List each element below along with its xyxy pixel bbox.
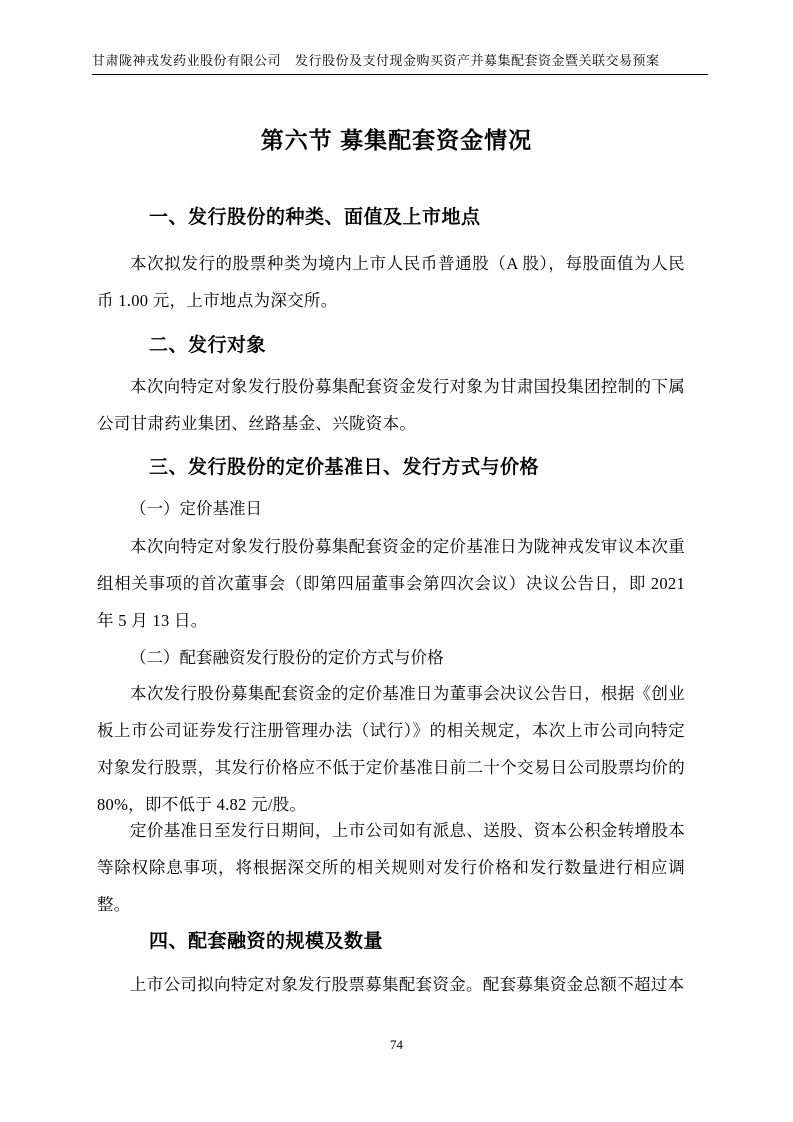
section-4-paragraph: 上市公司拟向特定对象发行股票募集配套资金。配套募集资金总额不超过本: [130, 975, 685, 994]
chapter-title: 第六节 募集配套资金情况: [260, 127, 533, 153]
header-company-name: 甘肃陇神戎发药业股份有限公司: [92, 53, 282, 68]
header-doc-title: 发行股份及支付现金购买资产并募集配套资金暨关联交易预案: [295, 53, 660, 68]
section-3-paragraph-3: 定价基准日至发行日期间，上市公司如有派息、送股、资本公积金转增股本等除权除息事项，将根据深交所的相关规则对发行价格和发行数量进行相应调整。: [97, 821, 685, 914]
section-3-heading: 三、发行股份的定价基准日、发行方式与价格: [149, 457, 540, 478]
section-3-subheading-2: （二）配套融资发行股份的定价方式与价格: [130, 648, 444, 667]
section-3-paragraph-1: 本次向特定对象发行股份募集配套资金的定价基准日为陇神戎发审议本次重组相关事项的首次董事会（即第四届董事会第四次会议）决议公告日，即 2021 年 5 月 13 日。: [97, 537, 685, 630]
section-3-paragraph-2: 本次发行股份募集配套资金的定价基准日为董事会决议公告日，根据《创业板上市公司证券发行注册管理办法（试行）》的相关规定，本次上市公司向特定对象发行股票，其发行价格应不低于定价基准日前二十个交易日公司股票均价的 80%，即不低于 4.82 元/股。: [97, 684, 685, 814]
page-number: 74: [390, 1037, 403, 1052]
running-header: [92, 50, 708, 75]
section-4-heading: 四、配套融资的规模及数量: [149, 931, 384, 952]
section-2-heading: 二、发行对象: [149, 335, 267, 356]
section-1-heading: 一、发行股份的种类、面值及上市地点: [149, 207, 481, 228]
section-2-paragraph: 本次向特定对象发行股份募集配套资金发行对象为甘肃国投集团控制的下属公司甘肃药业集团、丝路基金、兴陇资本。: [97, 377, 685, 433]
section-3-subheading-1: （一）定价基准日: [130, 499, 262, 518]
section-1-paragraph: 本次拟发行的股票种类为境内上市人民币普通股（A 股），每股面值为人民币 1.00 元，上市地点为深交所。: [97, 254, 685, 310]
